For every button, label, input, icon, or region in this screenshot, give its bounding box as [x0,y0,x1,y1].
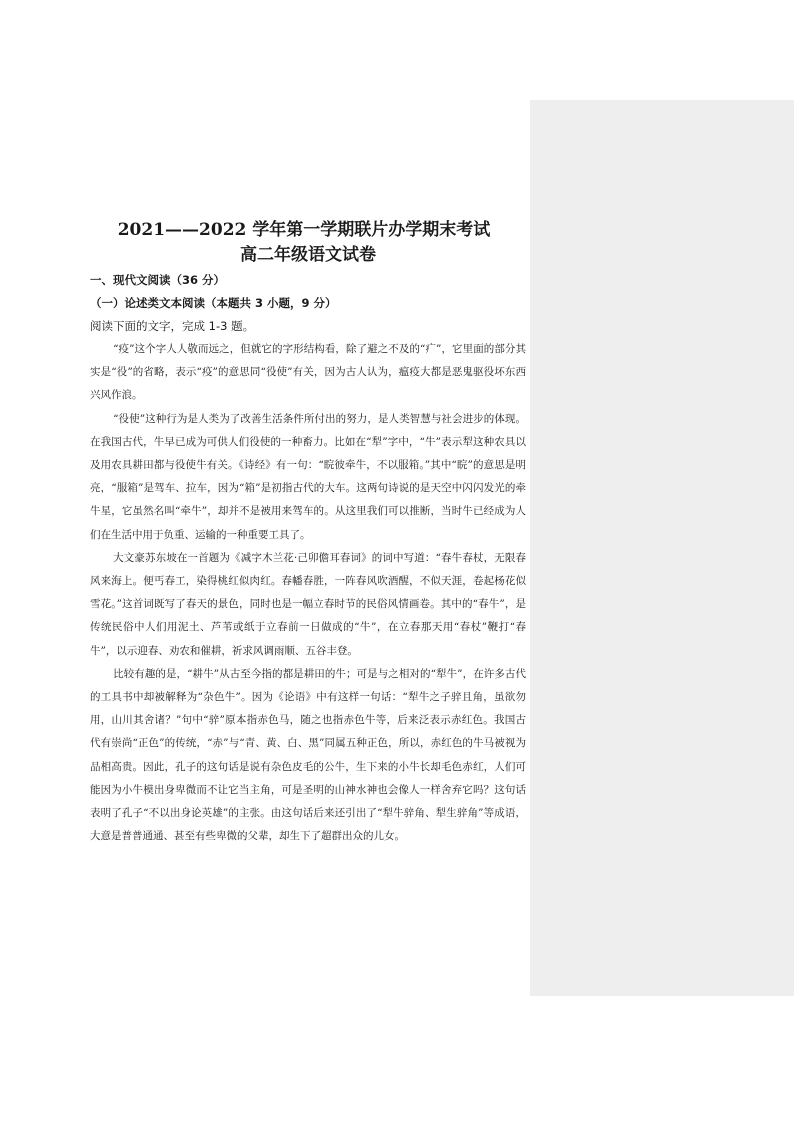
exam-title: 2021——2022 学年第一学期联片办学期末考试 [117,220,491,240]
passage-paragraph-2: “役使”这种行为是人类为了改善生活条件所付出的努力，是人类智慧与社会进步的体现。在我国古代，牛早已成为可供人们役使的一种畜力。比如在“犁”字中，“牛”表示犁这种农具以及用农具耕田都与役使牛有关。《诗经》有一句：“睆彼牵牛，不以服箱。”其中“睆”的意思是明亮，“服箱”是驾车、拉车，因为“箱”是初指古代的大车。这两句诗说的是天空中闪闪发光的牵牛星，它虽然名叫“牵牛”，却并不是被用来驾车的。从这里我们可以推断，当时牛已经成为人们在生活中用于负重、运输的一种重要工具了。 [90,412,526,541]
passage-paragraph-1: “疫”这个字人人敬而远之，但就它的字形结构看，除了避之不及的“疒”，它里面的部分其实是“役”的省略，表示“疫”的意思同“役使”有关，因为古人认为，瘟疫大都是恶鬼驱役坏东西兴风作浪。 [90,343,526,402]
passage-paragraph-4: 比较有趣的是，“耕牛”从古至今指的都是耕田的牛；可是与之相对的“犁牛”，在许多古代的工具书中却被解释为“杂色牛”。因为《论语》中有这样一句话：“犁牛之子骍且角，虽欲勿用，山川其舍诸？”句中“骍”原本指赤色马，随之也指赤色牛等，后来泛表示赤红色。我国古代有崇尚“正色”的传统，“赤”与“青、黄、白、黑”同属五种正色，所以，赤红色的牛马被视为品相高贵。因此，孔子的这句话是说有杂色皮毛的公牛，生下来的小牛长却毛色赤红，人们可能因为小牛模出身卑微而不让它当主角，可是圣明的山神水神也会像人一样舍弃它吗？这句话表明了孔子“不以出身论英雄”的主张。由这句话后来还引出了“犁牛骍角、犁生骍角”等成语，大意是普普通通、甚至有些卑微的父辈，却生下了超群出众的儿女。 [90,667,526,843]
section-heading: 一、现代文阅读（36 分） [90,273,226,287]
reading-passage [90,338,526,848]
passage-paragraph-3: 大文豪苏东坡在一首题为《减字木兰花·己卯儋耳春词》的词中写道：“春牛春杖，无限春风来海上。便丐春工，染得桃红似肉红。春幡春胜，一阵春风吹酒醒，不似天涯，卷起杨花似雪花。”这首词既写了春天的景色，同时也是一幅立春时节的民俗风情画卷。其中的“春牛”，是传统民俗中人们用泥土、芦苇或纸于立春前一日做成的“牛”，在立春那天用“春杖”鞭打“春牛”，以示迎春、劝农和催耕，祈求风调雨顺、五谷丰登。 [90,551,526,657]
comment-pane [530,100,794,996]
reading-instruction: 阅读下面的文字，完成 1-3 题。 [90,319,255,333]
exam-subtitle: 高二年级语文试卷 [240,245,376,265]
exam-page [90,218,526,848]
subsection-heading: （一）论述类文本阅读（本题共 3 小题，9 分） [90,296,337,310]
